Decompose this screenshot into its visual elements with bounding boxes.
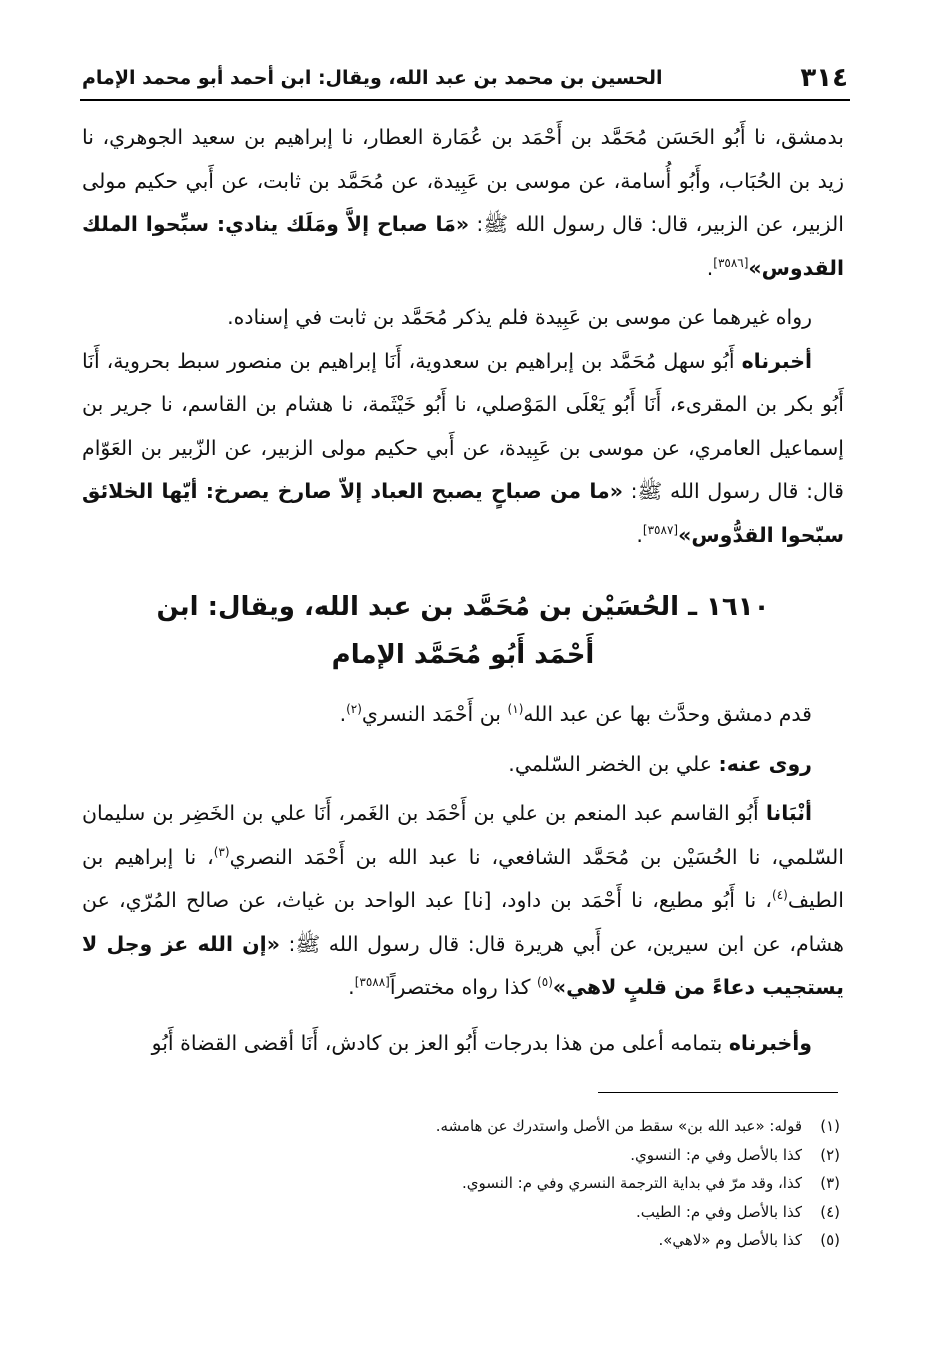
paragraph-text: أَبُو سهل مُحَمَّد بن إبراهيم بن سعدوية، أَنَا إبراهيم بن منصور سبط بحروية، أَنَا أَبُو بكر بن المقرىء، أَنَا أَبُو يَعْلَى المَوْصلي، نا أَبُو خَيْثَمة، نا هشام بن القاسم، نا جرير بن إسماعيل العامري، عن موسى بن عَبِيدة، عن أَبي حكيم مولى الزبير، عن الزّبير بن العَوّام قال: قال رسول الله ﷺ: [82, 348, 844, 503]
footnote-marker: (٣) [213, 844, 230, 859]
footnote-marker: (٥) [537, 975, 553, 990]
paragraph-text: كذا رواه مختصراً [389, 975, 538, 999]
paragraph-3 [82, 340, 844, 558]
paragraph-text: ، نا أَبُو مطيع، نا أَحْمَد بن داود، [نا] عبد الواحد بن غياث، عن صالح المُرّي، عن هشام، عن ابن سيرين، عن أَبي هريرة قال: قال رسول الله ﷺ: [82, 888, 844, 956]
footnote [82, 1198, 840, 1227]
header-rule [80, 99, 850, 101]
paragraph-text: ، نا إبراهيم بن الطيف [82, 844, 844, 912]
paragraph-4 [82, 693, 844, 737]
footnote-rule [598, 1092, 838, 1093]
footnote-text: كذا بالأصل وم «لاهي». [658, 1231, 802, 1249]
hadith-reference: [٣٥٨٦] [713, 255, 749, 270]
paragraph-text: بن أَحْمَد النسري [361, 702, 508, 726]
lead-word: أخبرناه [741, 348, 812, 373]
lead-word: وأخبرناه [728, 1030, 812, 1055]
footnote [82, 1141, 840, 1170]
paragraph-text: قدم دمشق وحدَّث بها عن عبد الله [523, 702, 812, 726]
footnote-text: قوله: «عبد الله بن» سقط من الأصل واستدرك عن هامشه. [435, 1117, 802, 1135]
hadith-reference: [٣٥٨٨] [354, 975, 390, 990]
footnote-number: (٢) [820, 1145, 840, 1164]
footnotes [82, 1112, 840, 1255]
paragraph-text: بدمشق، نا أَبُو الحَسَن مُحَمَّد بن أَحْمَد بن عُمَارة العطار، نا إبراهيم بن سعيد الجوهري، نا زيد بن الحُبَاب، وأَبُو أُسامة، عن موسى بن عَبِيدة، عن مُحَمَّد بن ثابت، عن أَبي حكيم مولى الزبير، عن الزبير، قال: قال رسول الله ﷺ: [82, 125, 844, 236]
paragraph-text: أَبُو القاسم عبد المنعم بن علي بن أَحْمَد بن الغَمر، أَنَا علي بن الخَضِر بن سليمان السّلمي، نا الحُسَيْن بن مُحَمَّد الشافعي، نا عبد الله بن أَحْمَد النصري [82, 801, 844, 869]
period: . [348, 975, 355, 999]
hadith-text: «مَا صباح إلاَّ ومَلَك ينادي: سبِّحوا الملك القدوس» [82, 212, 844, 280]
footnote-marker: (١) [507, 702, 524, 717]
paragraph-1 [82, 116, 844, 290]
page-header [82, 58, 848, 98]
footnote-text: كذا بالأصل وفي م: النسوي. [630, 1145, 802, 1164]
lead-word: روى عنه: [718, 751, 812, 776]
footnote-marker: (٢) [346, 702, 362, 717]
period: . [636, 522, 643, 547]
footnote-number: (٤) [820, 1202, 840, 1221]
footnote [82, 1112, 840, 1141]
paragraph-text: رواه غيرهما عن موسى بن عَبِيدة فلم يذكر مُحَمَّد بن ثابت في إسناده. [227, 305, 812, 329]
footnote-text: كذا، وقد مرّ في بداية الترجمة النسري وفي م: النسوي. [462, 1174, 802, 1192]
paragraph-5 [82, 743, 844, 787]
hadith-text: «ما من صباحٍ يصبح العباد إلاّ صارخ يصرخ: أيّها الخلائق سبّحوا القدُّوس» [82, 479, 844, 547]
page-number: ٣١٤ [800, 63, 848, 93]
footnote [82, 1226, 840, 1255]
hadith-text: «إن الله عز وجل لا يستجيب دعاءً من قلبٍ لاهي» [82, 931, 844, 999]
paragraph-2 [82, 296, 844, 340]
footnote-marker: (٤) [772, 888, 788, 903]
paragraph-text: بتمامه أعلى من هذا بدرجات أَبُو العز بن كادش، أَنَا أقضى القضاة أَبُو [151, 1030, 729, 1055]
hadith-reference: [٣٥٨٧] [642, 522, 679, 537]
period: . [339, 702, 347, 726]
paragraph-7 [82, 1022, 844, 1066]
footnote [82, 1169, 840, 1198]
lead-word: أنْبَانا [765, 801, 812, 825]
footnote-number: (٥) [820, 1231, 840, 1249]
paragraph-6 [82, 792, 844, 1010]
period: . [706, 255, 714, 280]
footnote-text: كذا بالأصل وفي م: الطيب. [636, 1202, 802, 1221]
entry-heading: ١٦١٠ ـ الحُسَيْن بن مُحَمَّد بن عبد الله، ويقال: ابن أَحْمَد أَبُو مُحَمَّد الإمام [156, 592, 770, 670]
running-title: الحسين بن محمد بن عبد الله، ويقال: ابن أحمد أبو محمد الإمام [82, 67, 663, 89]
paragraph-text: علي بن الخضر السّلمي. [508, 751, 719, 776]
footnote-number: (٣) [820, 1174, 840, 1192]
main-text [82, 116, 844, 1065]
footnote-number: (١) [820, 1117, 840, 1135]
